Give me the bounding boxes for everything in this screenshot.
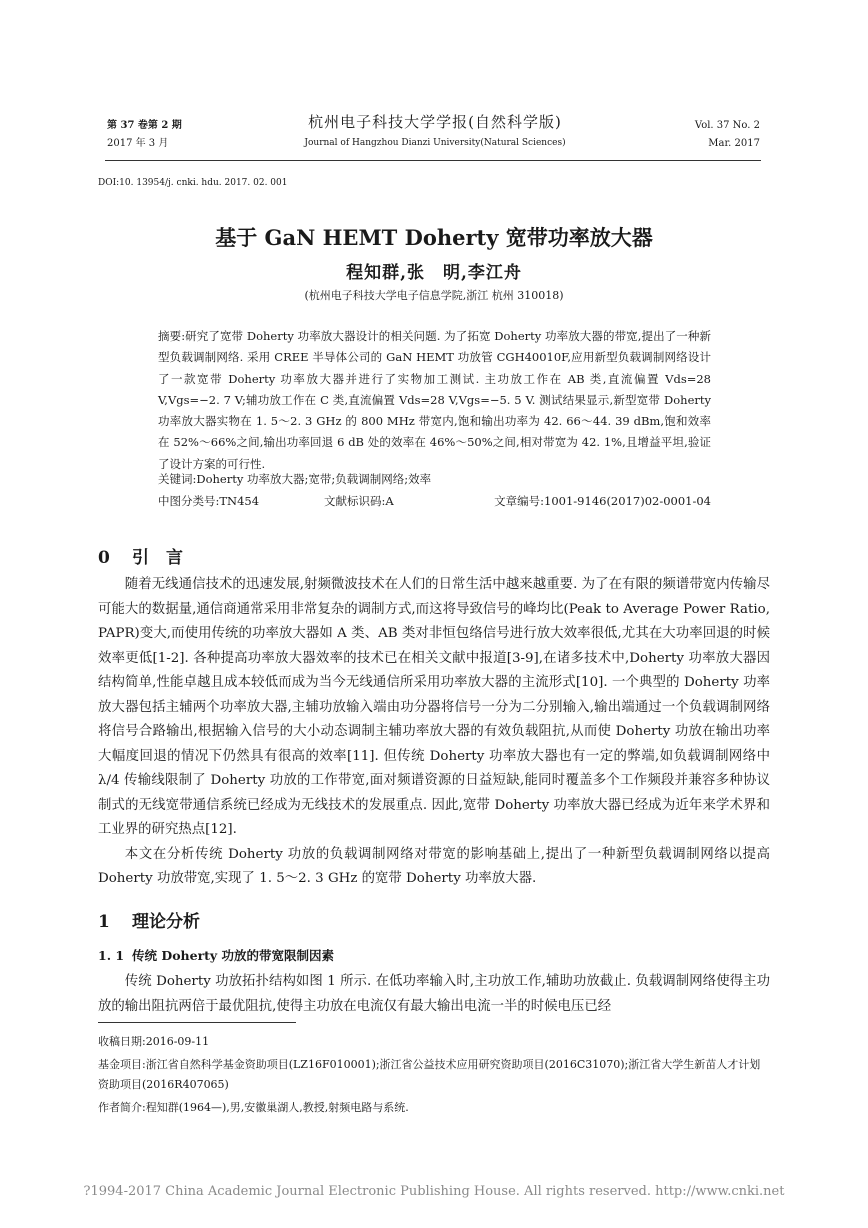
section-number: 0 (98, 548, 110, 568)
copyright-footer: ?1994-2017 China Academic Journal Electronic Publishing House. All rights reserved. http://www.cnki.net (83, 1184, 785, 1199)
volume-issue-en: Vol. 37 No. 2 (694, 120, 760, 131)
theory-body (98, 970, 770, 1019)
subsection-title: 传统 Doherty 功放的带宽限制因素 (132, 948, 335, 963)
footnote-rule (98, 1022, 296, 1023)
section-heading-intro (98, 543, 183, 568)
document-code: 文献标识码:A (324, 494, 394, 508)
authors: 程知群,张 明,李江舟 (346, 263, 522, 283)
subsection-number: 1. 1 (98, 948, 125, 963)
section-heading-theory (98, 907, 200, 932)
intro-paragraph-1: 随着无线通信技术的迅速发展,射频微波技术在人们的日常生活中越来越重要. 为了在有限的频谱带宽内传输尽可能大的数据量,通信商通常采用非常复杂的调制方式,而这将导致信号的峰均比(Peak to Average Power Ratio, PAPR)变大,而使用传统的功率放大器如 A 类、AB 类对非恒包络信号进行放大效率很低,尤其在大功率回退的时候效率更低[1-2]. 各种提高功率放大器效率的技术已在相关文献中报道[3-9],在诸多技术中,Doherty 功率放大器因结构简单,性能卓越且成本较低而成为当今无线通信所采用功率放大器的主流形式[10]. 一个典型的 Doherty 功率放大器包括主辅两个功率放大器,主辅功放输入端由功分器将信号一分为二分别输入,输出端通过一个负载调制网络将信号合路输出,根据输入信号的大小动态调制主辅功率放大器的有效负载阻抗,从而使 Doherty 功放在输出功率大幅度回退的情况下仍然具有很高的效率[11]. 但传统 Doherty 功率放大器也有一定的弊端,如负载调制网络中 λ/4 传输线限制了 Doherty 功放的工作带宽,面对频谱资源的日益短缺,能同时覆盖多个工作频段并兼容多种协议制式的无线宽带通信系统已经成为无线技术的发展重点. 因此,宽带 Doherty 功率放大器已经成为近年来学术界和工业界的研究热点[12]. (98, 577, 770, 837)
volume-issue-cn: 第 37 卷第 2 期 (107, 120, 182, 131)
doi: DOI:10. 13954/j. cnki. hdu. 2017. 02. 001 (98, 178, 288, 188)
intro-body (98, 573, 770, 892)
header-left (107, 117, 182, 153)
clc-number: 中图分类号:TN454 (158, 494, 260, 508)
footnote-fund: 基金项目:浙江省自然科学基金资助项目(LZ16F010001);浙江省公益技术应用研究资助项目(2016C31070);浙江省大学生新苗人才计划资助项目(2016R407065) (98, 1058, 761, 1091)
journal-name-en: Journal of Hangzhou Dianzi University(Natural Sciences) (304, 138, 566, 148)
header-rule (105, 160, 761, 161)
date-cn: 2017 年 3 月 (107, 138, 169, 149)
journal-header (280, 111, 590, 148)
journal-name-cn: 杭州电子科技大学学报(自然科学版) (308, 113, 562, 131)
paper-title: 基于 GaN HEMT Doherty 宽带功率放大器 (215, 225, 653, 250)
date-en: Mar. 2017 (708, 138, 760, 149)
theory-paragraph-1: 传统 Doherty 功放拓扑结构如图 1 所示. 在低功率输入时,主功放工作,辅助功放截止. 负载调制网络使得主功放的输出阻抗两倍于最优阻抗,使得主功放在电流仅有最大输出电流一半的时候电压已经 (98, 974, 770, 1014)
header-right (695, 117, 760, 153)
footnote-author: 作者简介:程知群(1964—),男,安徽巢湖人,教授,射频电路与系统. (98, 1101, 409, 1114)
subsection-heading (98, 946, 334, 964)
keywords: 关键词:Doherty 功率放大器;宽带;负载调制网络;效率 (158, 472, 432, 486)
footnote-received: 收稿日期:2016-09-11 (98, 1035, 210, 1048)
affiliation: (杭州电子科技大学电子信息学院,浙江 杭州 310018) (304, 289, 564, 302)
section-title: 引 言 (132, 548, 183, 568)
section-number: 1 (98, 912, 110, 932)
section-title: 理论分析 (132, 912, 200, 932)
abstract: 摘要:研究了宽带 Doherty 功率放大器设计的相关问题. 为了拓宽 Doherty 功率放大器的带宽,提出了一种新型负载调制网络. 采用 CREE 半导体公司的 GaN HEMT 功放管 CGH40010F,应用新型负载调制网络设计了一款宽带 Doherty 功率放大器并进行了实物加工测试. 主功放工作在 AB 类,直流偏置 Vds=28 V,Vgs=−2. 7 V;辅功放工作在 C 类,直流偏置 Vds=28 V,Vgs=−5. 5 V. 测试结果显示,新型宽带 Doherty 功率放大器实物在 1. 5～2. 3 GHz 的 800 MHz 带宽内,饱和输出功率为 42. 66～44. 39 dBm,饱和效率在 52%～66%之间,输出功率回退 6 dB 处的效率在 46%～50%之间,相对带宽为 42. 1%,且增益平坦,验证了设计方案的可行性. (158, 329, 711, 471)
article-number: 文章编号:1001-9146(2017)02-0001-04 (494, 494, 711, 508)
intro-paragraph-2: 本文在分析传统 Doherty 功放的负载调制网络对带宽的影响基础上,提出了一种新型负载调制网络以提高 Doherty 功放带宽,实现了 1. 5～2. 3 GHz 的宽带 Doherty 功率放大器. (98, 846, 770, 886)
